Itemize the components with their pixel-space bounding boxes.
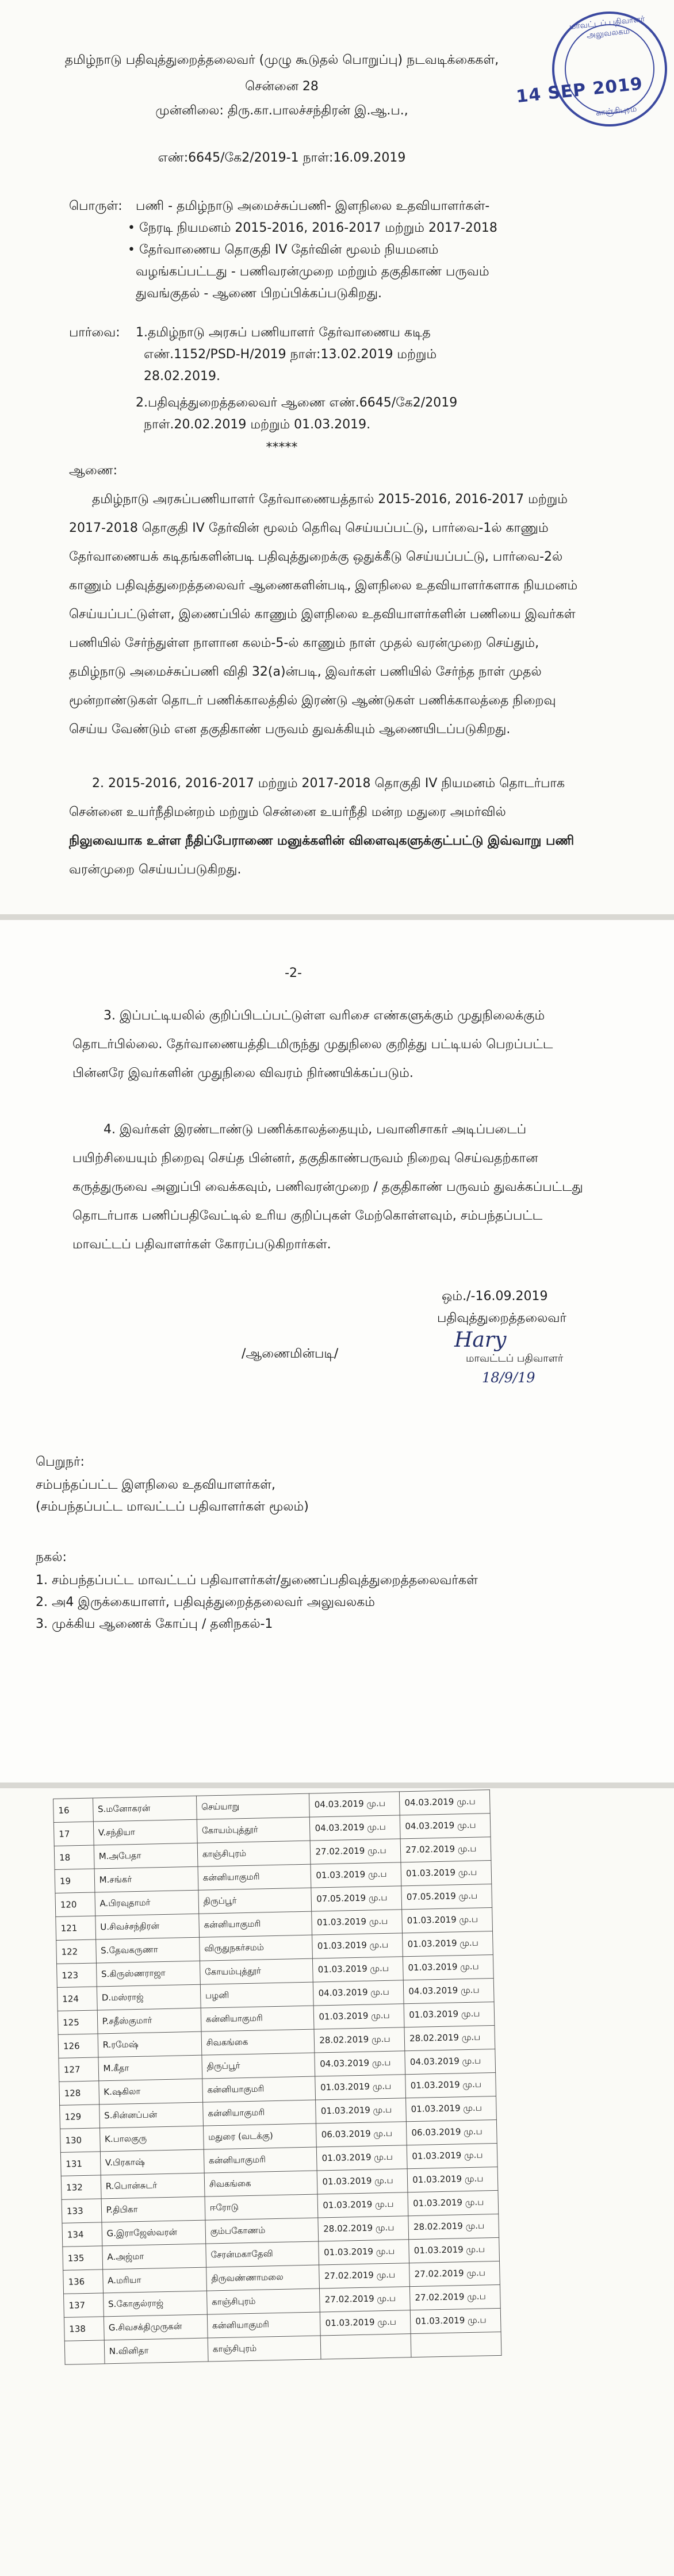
para3-line: தொடர்பில்லை. தேர்வாணையத்திடமிருந்து முதுநிலை குறித்து பட்டியல் பெறப்பட்ட xyxy=(72,1037,553,1052)
regularisation-date-cell: 01.03.2019 மு.ப xyxy=(407,2167,498,2192)
office-cell: திருவண்ணாமலை xyxy=(206,2265,319,2291)
name-cell: N.வினிதா xyxy=(104,2338,208,2364)
name-cell: P.திபிகா xyxy=(101,2196,205,2222)
serial-number-cell: 124 xyxy=(57,1987,97,2011)
regularisation-date-cell: 28.02.2019 மு.ப xyxy=(408,2214,499,2239)
separator-stars: ***** xyxy=(266,440,298,455)
joining-date-cell: 01.03.2019 மு.ப xyxy=(320,2310,411,2336)
reference-line: 1.தமிழ்நாடு அரசுப் பணியாளர் தேர்வாணைய கடித xyxy=(136,325,431,340)
reference-line: எண்.1152/PSD-H/2019 நாள்:13.02.2019 மற்றும் xyxy=(144,347,437,362)
para3-line: 3. இப்பட்டியலில் குறிப்பிடப்பட்டுள்ள வரிசை எண்களுக்கும் முதுநிலைக்கும் xyxy=(104,1009,545,1023)
office-cell: காஞ்சிபுரம் xyxy=(197,1841,311,1866)
name-cell: S.கிருஸ்ணராஜா xyxy=(96,1961,200,1987)
regularisation-date-cell: 27.02.2019 மு.ப xyxy=(410,2284,501,2310)
subject-line: • தேர்வாணைய தொகுதி IV தேர்வின் மூலம் நியமனம் xyxy=(128,243,439,257)
document-page-1 xyxy=(0,0,674,914)
regularisation-date-cell: 01.03.2019 மு.ப xyxy=(405,2072,496,2098)
office-cell: கன்னியாகுமரி xyxy=(202,2076,316,2102)
header-line-1: தமிழ்நாடு பதிவுத்துறைத்தலைவர் (முழு கூடுதல் பொறுப்பு) நடவடிக்கைகள், xyxy=(64,53,499,67)
regularisation-date-cell: 06.03.2019 மு.ப xyxy=(407,2119,497,2145)
para4-line: தொடர்பாக பணிப்பதிவேட்டில் உரிய குறிப்புகள் மேற்கொள்ளவும், சம்பந்தப்பட்ட xyxy=(72,1209,543,1223)
name-cell: V.பிரகாஷ் xyxy=(100,2149,204,2175)
subject-line: வழங்கப்பட்டது - பணிவரன்முறை மற்றும் தகுதிகாண் பருவம் xyxy=(136,264,489,279)
joining-date-cell: 01.03.2019 மு.ப xyxy=(317,2145,408,2171)
reference-line: 2.பதிவுத்துறைத்தலைவர் ஆணை எண்.6645/கே2/2019 xyxy=(136,396,458,410)
name-cell: R.பொன்சுடர் xyxy=(101,2173,205,2199)
office-cell: கன்னியாகுமரி xyxy=(204,2147,317,2173)
name-cell: A.மரியா xyxy=(102,2267,206,2293)
serial-number-cell: 18 xyxy=(54,1845,94,1869)
serial-number-cell: 122 xyxy=(56,1939,96,1964)
name-cell: S.மனோகரன் xyxy=(93,1796,197,1822)
copy-line: 3. முக்கிய ஆணைக் கோப்பு / தனிநகல்-1 xyxy=(36,1617,273,1631)
reference-line: நாள்.20.02.2019 மற்றும் 01.03.2019. xyxy=(144,417,371,432)
recipients-label: பெறுநர்: xyxy=(36,1455,85,1469)
regularisation-date-cell: 04.03.2019 மு.ப xyxy=(405,2049,496,2074)
signature-date: 18/9/19 xyxy=(482,1370,535,1386)
office-cell: கோயம்புத்தூர் xyxy=(197,1817,310,1843)
name-cell: A.பிரவுதாமர் xyxy=(95,1890,199,1916)
para2-line: 2. 2015-2016, 2016-2017 மற்றும் 2017-2018 தொகுதி IV நியமனம் தொடர்பாக xyxy=(92,776,565,791)
regularisation-date-cell: 01.03.2019 மு.ப xyxy=(403,1955,494,1980)
serial-number-cell: 136 xyxy=(63,2270,103,2294)
district-registrar-title: மாவட்டப் பதிவாளர் xyxy=(466,1352,564,1364)
office-cell: சேரன்மகாதேவி xyxy=(206,2241,319,2267)
name-cell: G.இராஜேஸ்வரன் xyxy=(102,2220,206,2246)
order-label: ஆணை: xyxy=(69,463,118,478)
reference-line: 28.02.2019. xyxy=(144,369,220,384)
serial-number-cell: 129 xyxy=(60,2104,99,2129)
office-cell: கன்னியாகுமரி xyxy=(207,2312,320,2338)
serial-number-cell: 138 xyxy=(64,2317,104,2341)
recipients-line: சம்பந்தப்பட்ட இளநிலை உதவியாளர்கள், xyxy=(36,1478,275,1492)
office-cell: காஞ்சிபுரம் xyxy=(206,2288,320,2314)
joining-date-cell: 04.03.2019 மு.ப xyxy=(313,1980,404,2006)
serial-number-cell: 132 xyxy=(61,2175,101,2199)
joining-date-cell xyxy=(321,2334,412,2359)
page-number: -2- xyxy=(285,966,302,980)
name-cell: S.சின்னப்பன் xyxy=(99,2102,203,2128)
office-cell: கன்னியாகுமரி xyxy=(198,1864,311,1890)
regularisation-date-cell: 01.03.2019 மு.ப xyxy=(402,1908,493,1933)
office-cell: ஈரோடு xyxy=(205,2194,318,2220)
para1-line: பணியில் சேர்ந்துள்ள நாளான கலம்-5-ல் காணும் நாள் முதல் வரன்முறை செய்தும், xyxy=(69,636,539,650)
office-cell: செய்யாறு xyxy=(196,1793,309,1819)
name-cell: V.சந்தியா xyxy=(93,1819,197,1845)
office-cell: மதுரை (வடக்கு) xyxy=(203,2123,316,2149)
serial-number-cell: 131 xyxy=(60,2152,100,2176)
serial-number-cell: 19 xyxy=(55,1869,94,1893)
regularisation-date-cell: 27.02.2019 மு.ப xyxy=(409,2261,500,2286)
para1-line: தேர்வாணையக் கடிதங்களின்படி பதிவுத்துறைக்கு ஒதுக்கீடு செய்யப்பட்டு, பார்வை-2ல் xyxy=(69,550,563,564)
office-cell: கன்னியாகுமரி xyxy=(202,2100,316,2126)
para1-line: 2017-2018 தொகுதி IV தேர்வின் மூலம் தெரிவு செய்யப்பட்டு, பார்வை-1ல் காணும் xyxy=(69,521,549,535)
para1-line: தமிழ்நாடு அமைச்சுப்பணி விதி 32(a)ன்படி, இவர்கள் பணியில் சேர்ந்த நாள் முதல் xyxy=(69,665,542,679)
appointees-table xyxy=(53,1789,501,2365)
office-cell: சிவகங்கை xyxy=(201,2029,315,2055)
signed-date: ஒம்./-16.09.2019 xyxy=(442,1289,548,1304)
signed-by: பதிவுத்துறைத்தலைவர் xyxy=(437,1311,566,1325)
office-cell: கும்பகோணம் xyxy=(205,2218,319,2244)
subject-line: • நேரடி நியமனம் 2015-2016, 2016-2017 மற்றும் 2017-2018 xyxy=(128,221,497,235)
regularisation-date-cell: 04.03.2019 மு.ப xyxy=(400,1814,491,1839)
copy-line: 2. அ4 இருக்கையாளர், பதிவுத்துறைத்தலைவர் அலுவலகம் xyxy=(36,1595,376,1609)
name-cell: M.கீதா xyxy=(98,2055,202,2081)
name-cell: D.மஸ்ராஜ் xyxy=(97,1984,201,2010)
regularisation-date-cell xyxy=(411,2332,501,2357)
serial-number-cell: 120 xyxy=(55,1892,95,1916)
joining-date-cell: 27.02.2019 மு.ப xyxy=(311,1839,401,1864)
regularisation-date-cell: 04.03.2019 மு.ப xyxy=(400,1790,491,1815)
stamp-bottom-text: காஞ்சிபுரம் xyxy=(595,104,637,118)
para4-line: 4. இவர்கள் இரண்டாண்டு பணிக்காலத்தையும், பவானிசாகர் அடிப்படைப் xyxy=(104,1122,527,1137)
serial-number-cell: 128 xyxy=(59,2081,99,2105)
serial-number-cell: 130 xyxy=(60,2128,100,2152)
regularisation-date-cell: 01.03.2019 மு.ப xyxy=(404,2002,495,2027)
serial-number-cell: 135 xyxy=(63,2246,102,2270)
joining-date-cell: 27.02.2019 மு.ப xyxy=(319,2263,410,2288)
joining-date-cell: 06.03.2019 மு.ப xyxy=(316,2122,407,2147)
office-cell: விருதுநகர்சமம் xyxy=(199,1935,312,1961)
name-cell: K.பாலகுரு xyxy=(99,2126,204,2152)
serial-number-cell: 121 xyxy=(56,1916,95,1940)
regularisation-date-cell: 01.03.2019 மு.ப xyxy=(407,2143,497,2168)
name-cell: U.சிவச்சந்திரன் xyxy=(95,1914,199,1939)
serial-number-cell: 16 xyxy=(53,1798,93,1822)
joining-date-cell: 04.03.2019 மு.ப xyxy=(309,1792,400,1817)
stamp-date: 14 SEP 2019 xyxy=(515,74,644,108)
regularisation-date-cell: 07.05.2019 மு.ப xyxy=(401,1884,492,1910)
joining-date-cell: 01.03.2019 மு.ப xyxy=(319,2240,409,2265)
regularisation-date-cell: 01.03.2019 மு.ப xyxy=(409,2237,500,2263)
regularisation-date-cell: 01.03.2019 மு.ப xyxy=(401,1861,492,1886)
para3-line: பின்னரே இவர்களின் முதுநிலை விவரம் நிர்ணயிக்கப்படும். xyxy=(72,1066,413,1080)
reference-label: பார்வை: xyxy=(69,325,120,340)
regularisation-date-cell: 28.02.2019 மு.ப xyxy=(404,2026,495,2051)
joining-date-cell: 07.05.2019 மு.ப xyxy=(311,1886,402,1911)
name-cell: S.கோகுல்ராஜ் xyxy=(103,2291,207,2317)
para1-line: செய்யப்பட்டுள்ள, இணைப்பில் காணும் இளநிலை உதவியாளர்களின் பணியை இவர்கள் xyxy=(69,607,576,622)
regularisation-date-cell: 27.02.2019 மு.ப xyxy=(400,1837,491,1862)
para2-line: நிலுவையாக உள்ள நீதிப்பேராணை மனுக்களின் விளைவுகளுக்குட்பட்டு இவ்வாறு பணி xyxy=(69,834,575,848)
regularisation-date-cell: 01.03.2019 மு.ப xyxy=(410,2308,501,2333)
joining-date-cell: 01.03.2019 மு.ப xyxy=(314,2004,405,2029)
regularisation-date-cell: 01.03.2019 மு.ப xyxy=(406,2096,497,2121)
joining-date-cell: 01.03.2019 மு.ப xyxy=(312,1933,403,1958)
office-cell: கன்னியாகுமரி xyxy=(201,2006,314,2031)
office-seal-stamp xyxy=(515,6,673,132)
joining-date-cell: 04.03.2019 மு.ப xyxy=(310,1815,401,1841)
para4-line: பயிற்சியையும் நிறைவு செய்த பின்னர், தகுதிகாண்பருவம் நிறைவு செய்வதற்கான xyxy=(72,1151,538,1166)
para1-line: செய்ய வேண்டும் என தகுதிகாண் பருவம் துவக்கியும் ஆணையிடப்படுகிறது. xyxy=(69,722,511,737)
para4-line: மாவட்டப் பதிவாளர்கள் கோரப்படுகிறார்கள். xyxy=(72,1237,331,1252)
serial-number-cell xyxy=(64,2340,104,2364)
office-cell: கன்னியாகுமரி xyxy=(199,1911,312,1937)
by-order-text: /ஆணைமின்படி/ xyxy=(242,1347,339,1361)
joining-date-cell: 27.02.2019 மு.ப xyxy=(320,2287,411,2312)
page-divider xyxy=(0,914,674,920)
name-cell: K.ஷகிலா xyxy=(98,2079,202,2104)
para1-line: மூன்றாண்டுகள் தொடர் பணிக்காலத்தில் இரண்டு ஆண்டுகள் பணிக்காலத்தை நிறைவு xyxy=(69,693,556,708)
regularisation-date-cell: 01.03.2019 மு.ப xyxy=(408,2190,499,2215)
serial-number-cell: 126 xyxy=(58,2034,98,2058)
joining-date-cell: 01.03.2019 மு.ப xyxy=(315,2075,406,2100)
serial-number-cell: 127 xyxy=(59,2057,98,2082)
joining-date-cell: 01.03.2019 மு.ப xyxy=(316,2098,407,2123)
para2-line: சென்னை உயர்நீதிமன்றம் மற்றும் சென்னை உயர்நீதி மன்ற மதுரை அமர்வில் xyxy=(69,805,506,819)
name-cell: A.அஜ்மா xyxy=(102,2244,206,2270)
office-cell: சிவகங்கை xyxy=(204,2171,317,2196)
joining-date-cell: 28.02.2019 மு.ப xyxy=(314,2027,405,2053)
name-cell: M.சங்கர் xyxy=(94,1866,198,1892)
stamp-top-text: மாவட்டப் பதிவாளர் அலுவலகம் xyxy=(569,14,645,40)
office-cell: திருப்பூர் xyxy=(198,1888,312,1914)
joining-date-cell: 01.03.2019 மு.ப xyxy=(317,2192,408,2218)
serial-number-cell: 17 xyxy=(53,1822,93,1846)
header-line-3: முன்னிலை: திரு.கா.பாலச்சந்திரன் இ.ஆ.ப., xyxy=(155,103,408,118)
subject-label: பொருள்: xyxy=(69,199,122,213)
joining-date-cell: 01.03.2019 மு.ப xyxy=(311,1862,401,1888)
serial-number-cell: 133 xyxy=(62,2199,101,2223)
page-divider xyxy=(0,1782,674,1788)
para4-line: கருத்துருவை அனுப்பி வைக்கவும், பணிவரன்முறை / தகுதிகாண் பருவம் துவக்கப்பட்டது xyxy=(72,1180,583,1194)
serial-number-cell: 137 xyxy=(64,2293,104,2317)
handwritten-signature: Hary xyxy=(454,1328,507,1352)
order-reference: எண்:6645/கே2/2019-1 நாள்:16.09.2019 xyxy=(158,151,406,165)
office-cell: திருப்பூர் xyxy=(202,2053,315,2079)
office-cell: பழனி xyxy=(200,1982,313,2008)
para1-line: காணும் பதிவுத்துறைத்தலைவர் ஆணைகளின்படி, இளநிலை உதவியாளர்களாக நியமனம் xyxy=(69,578,578,593)
name-cell: M.அபேதா xyxy=(94,1843,198,1869)
document-page-3 xyxy=(0,1788,674,2576)
joining-date-cell: 01.03.2019 மு.ப xyxy=(313,1957,404,1982)
copy-label: நகல்: xyxy=(36,1550,67,1565)
name-cell: R.ரமேஷ் xyxy=(98,2031,202,2057)
office-cell: கோயம்புத்தூர் xyxy=(200,1958,313,1984)
joining-date-cell: 01.03.2019 மு.ப xyxy=(312,1910,403,1935)
header-line-2: சென்னை 28 xyxy=(245,79,319,94)
regularisation-date-cell: 01.03.2019 மு.ப xyxy=(403,1931,493,1957)
serial-number-cell: 125 xyxy=(58,2010,97,2034)
name-cell: S.தேவகருணா xyxy=(95,1937,200,1963)
office-cell: காஞ்சிபுரம் xyxy=(208,2336,321,2362)
copy-line: 1. சம்பந்தப்பட்ட மாவட்டப் பதிவாளர்கள்/துணைப்பதிவுத்துறைத்தலைவர்கள் xyxy=(36,1573,478,1588)
joining-date-cell: 01.03.2019 மு.ப xyxy=(317,2169,408,2194)
name-cell: G.சிவசக்திமுருகன் xyxy=(104,2314,208,2340)
recipients-line: (சம்பந்தப்பட்ட மாவட்டப் பதிவாளர்கள் மூலம்) xyxy=(36,1500,309,1514)
para2-line: வரன்முறை செய்யப்படுகிறது. xyxy=(69,862,242,877)
para1-line: தமிழ்நாடு அரசுப்பணியாளர் தேர்வாணையத்தால் 2015-2016, 2016-2017 மற்றும் xyxy=(92,492,568,507)
regularisation-date-cell: 04.03.2019 மு.ப xyxy=(403,1979,494,2004)
subject-line: துவங்குதல் - ஆணை பிறப்பிக்கப்படுகிறது. xyxy=(136,286,382,301)
joining-date-cell: 28.02.2019 மு.ப xyxy=(318,2216,409,2241)
serial-number-cell: 123 xyxy=(57,1963,97,1987)
subject-line: பணி - தமிழ்நாடு அமைச்சுப்பணி- இளநிலை உதவியாளர்கள்- xyxy=(136,199,490,213)
serial-number-cell: 134 xyxy=(62,2222,102,2247)
joining-date-cell: 04.03.2019 மு.ப xyxy=(315,2051,405,2076)
name-cell: P.சதீஸ்குமார் xyxy=(97,2008,201,2034)
document-page-2 xyxy=(0,920,674,1782)
